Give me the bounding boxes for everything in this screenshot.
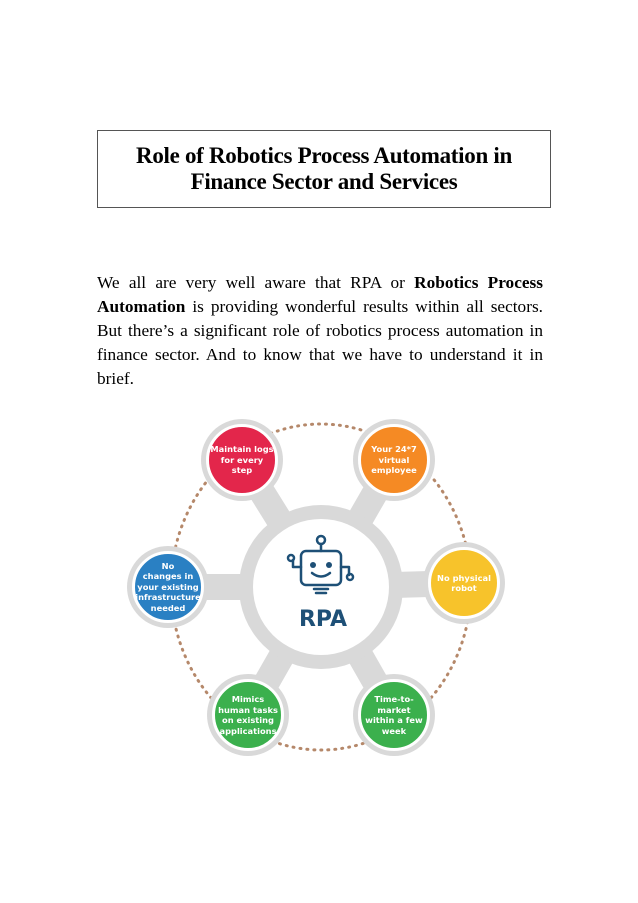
paragraph-bold-term: Robotics Process Automation — [97, 273, 543, 316]
benefit-node-line: No physical — [437, 572, 491, 583]
title-box — [97, 130, 551, 208]
benefit-node-line: on existing — [222, 715, 274, 725]
benefit-node-line: Mimics — [231, 694, 265, 704]
benefit-node-line: market — [377, 704, 411, 715]
benefit-node-line: No — [161, 560, 175, 571]
benefit-node-2 — [358, 424, 430, 496]
benefit-node-line: your existing — [137, 581, 199, 592]
benefit-node-line: step — [231, 465, 253, 476]
benefit-node-1 — [206, 424, 278, 496]
benefit-node-text — [218, 694, 278, 736]
benefit-node-line: for every — [220, 454, 264, 465]
benefit-node-line: needed — [150, 602, 186, 613]
rpa-diagram — [128, 415, 513, 755]
benefit-node-text — [437, 573, 491, 594]
benefit-node-line: within a few — [365, 715, 423, 725]
paragraph-text-1: We all are very well aware that RPA or — [97, 273, 415, 292]
benefit-node-text — [210, 444, 273, 476]
benefit-node-text — [135, 561, 200, 614]
title-line-1: Role of Robotics Process Automation in — [136, 143, 512, 168]
paragraph-text-2: is providing wonderful results within all sectors. But there’s a significant role of robotics process automation in finance sector. And to know that we have to understand it in brief. — [97, 297, 543, 388]
benefit-node-line: Time-to- — [374, 694, 414, 704]
benefit-node-line: changes in — [142, 571, 194, 582]
benefit-node-5 — [212, 679, 284, 751]
benefit-node-line: robot — [451, 583, 477, 593]
benefit-node-4 — [358, 679, 430, 751]
benefit-node-line: employee — [371, 465, 417, 476]
benefit-node-line: applications — [219, 725, 277, 736]
benefit-node-line: virtual — [378, 454, 410, 465]
intro-paragraph — [97, 271, 543, 391]
rpa-center-label: RPA — [298, 607, 348, 632]
benefit-node-3 — [428, 547, 500, 619]
benefit-node-text — [365, 694, 422, 736]
title-line-2: Finance Sector and Services — [190, 169, 458, 194]
benefit-node-text — [371, 444, 417, 476]
benefit-node-line: Maintain logs — [210, 444, 274, 455]
benefit-node-line: human tasks — [218, 704, 278, 715]
hub-center — [253, 519, 389, 655]
benefit-node-line: Your 24*7 — [371, 444, 417, 455]
benefit-node-6 — [132, 551, 204, 623]
benefit-node-line: week — [381, 725, 407, 736]
benefit-node-line: infrastructure — [135, 592, 201, 603]
